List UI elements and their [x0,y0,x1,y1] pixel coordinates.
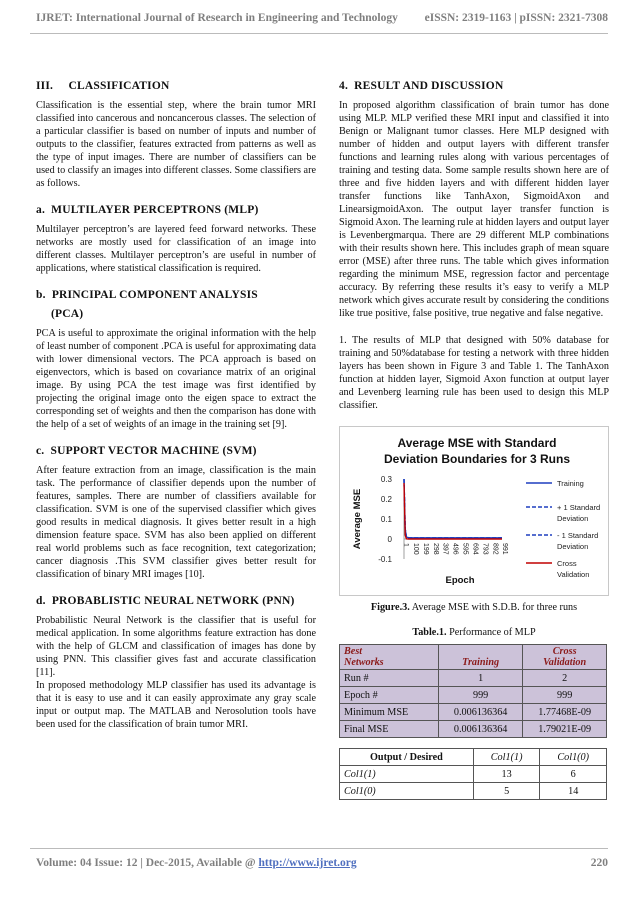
section-pnn [36,595,316,731]
section-mlp [36,204,316,275]
table-cell: Col1(1) [340,766,474,783]
table-cell: 1.77468E-09 [523,704,607,721]
table-cell: 6 [540,766,607,783]
table-cell: Col1(0) [340,783,474,800]
page-number: 220 [590,857,608,869]
page-header [36,12,608,24]
table-cell: Epoch # [340,687,439,704]
footer-rule [30,848,608,849]
table-cell: 13 [473,766,540,783]
table-cell: 0.006136364 [438,721,522,738]
mse-chart [340,427,608,595]
section-title-cont: (PCA) [51,308,84,320]
x-tick-label: 892 [491,543,499,555]
section-svm [36,445,316,581]
y-tick-label: 0.2 [380,495,392,504]
header-cell: Cross Validation [523,645,607,670]
table-cell: 999 [438,687,522,704]
paragraph: Probabilistic Neural Network is the classifier that is useful for medical application. In some algorithms feature extraction has done with the help of GLCM and classification of images has done by using PNN. This classifier gives fast and accurate classification [11]. [36,615,316,678]
figure-label: Figure.3. [370,602,410,613]
legend-label: Training [557,479,584,488]
page-footer [36,857,608,869]
section-title: c. SUPPORT VECTOR MACHINE (SVM) [36,445,257,457]
paragraph: 1. The results of MLP that designed with 50% database for training and 50%database for testing a network with three hidden layers has been shown in Figure 3 and Table 1. The TanhAxon function at hidden layer, Sigmoid Axon function at output layer and Levenberg learning rule has been used to design this MLP classifier. [339,335,609,411]
header-cell: Output / Desired [340,749,474,766]
table-row [340,766,607,783]
x-tick-label: 991 [501,543,509,555]
y-tick-label: 0.3 [380,475,392,484]
paragraph: In proposed algorithm classification of brain tumor has done using MLP. MLP verified these MRI input and classified it into Benign or Malignant tumor classes. Here MLP designed with number of hidden and output layers with different transfer functions and learning rules along with various percentages of training and testing data. Some sample results shown here are of three and five hidden layers and with different hidden layer transfer functions like TanhAxon, SigmoidAxon and LinearsigmoidAxon. The output layer transfer function is Sigmoid Axon. The learning rule at hidden layers and output layer is Levenbergmarqua. There are 29 different MLP combinations with their results shown here. This includes graph of mean square error (MSE) after three runs. The table which gives information regarding the minimum MSE, regression factor and percentage accuracy. By referring these results it’s easy to verify a MLP network which gives accurate result by considering the conditions like true positive, false positive, true negative and false negative. [339,100,610,319]
series-line [404,483,502,539]
paragraph: Multilayer perceptron’s are layered feed forward networks. These networks are mostly used for classification of an image into different classes. Multilayer perceptron’s are useful in number of applications, where statistical classification is required. [36,224,316,274]
paragraph: Classification is the essential step, where the brain tumor MRI classified into cancerous and noncancerous classes. The selection of a particular classifier is based on number of inputs and number of outputs to the classifier, features extracted from patterns as well as the type of input images. There are number of classifiers can be used to classify an images into different classes. Some classifiers are as follows. [36,100,316,189]
performance-table [339,644,607,738]
paragraph: In proposed methodology MLP classifier has used its advantage is that it is easy to use and it can easily approximate any gray scale input or output map. The MATLAB and Nerosolution tools have been used for the classification of brain tumor MRI. [36,680,316,730]
table-header-row [340,749,607,766]
footer-volume: Volume: 04 Issue: 12 | Dec-2015, Available @ http://www.ijret.org [36,857,357,869]
table-caption-text: Performance of MLP [446,627,536,638]
figure-caption [339,602,609,613]
x-tick-label: 199 [421,543,429,555]
x-tick-label: 100 [411,543,419,555]
header-cell: Training [438,645,522,670]
legend-label: Cross [557,559,577,568]
table-cell: Final MSE [340,721,439,738]
legend-label: Deviation [557,542,589,551]
figure-3 [339,426,609,613]
figure-caption-text: Average MSE with S.D.B. for three runs [409,602,578,613]
legend-label: Validation [557,570,590,579]
journal-link[interactable]: http://www.ijret.org [258,857,357,869]
x-tick-label: 1 [402,543,409,547]
table-caption [339,627,609,638]
y-tick-label: 0 [387,535,392,544]
right-column [339,80,609,800]
chart-frame [339,426,609,596]
section-title: d. PROBABLISTIC NEURAL NETWORK (PNN) [36,595,295,607]
series-line [404,479,502,538]
table-cell: 999 [523,687,607,704]
section-title: b. PRINCIPAL COMPONENT ANALYSIS [36,289,258,301]
table-label: Table.1. [412,627,447,638]
section-title: III. CLASSIFICATION [36,80,170,92]
header-cell: Col1(0) [540,749,607,766]
x-tick-label: 496 [451,543,459,555]
table-cell: 0.006136364 [438,704,522,721]
y-tick-label: 0.1 [380,515,392,524]
paragraph: PCA is useful to approximate the original information with the help of least number of component .PCA is useful for approximating data with lower dimensional vectors. The PCA approach is based on eigenvectors, which is based on covariance matrix of an original image. By using PCA the test image was first identified by projecting the original image onto the eigen space to extract the corresponding set of weights and then the comparison has done with the help of a set of weights of an image in the training set [9]. [36,328,316,430]
y-tick-label: -0.1 [378,555,392,564]
x-tick-label: 595 [461,543,469,555]
paragraph: After feature extraction from an image, classification is the main task. The performance of classifier depends upon the number of features, samples. There are number of classifiers available for classification. SVM is one of the supervised classifier which gives good results in medical diagnosis. It gives better result in a high dimension feature space. SVM has also been applied on different real world problems such as face recognition, text categorization; cancer diagnosis .This SVM classifier gives better result for classification of binary MRI images [10]. [36,465,316,580]
table-row [340,670,607,687]
table-cell: 2 [523,670,607,687]
table-cell: 1 [438,670,522,687]
table-cell: Minimum MSE [340,704,439,721]
table-row [340,687,607,704]
header-rule [30,33,608,34]
section-title: 4. RESULT AND DISCUSSION [339,80,504,92]
left-column [36,80,316,745]
confusion-table [339,748,607,800]
issn: eISSN: 2319-1163 | pISSN: 2321-7308 [424,12,608,24]
section-title: a. MULTILAYER PERCEPTRONS (MLP) [36,204,259,216]
table-row [340,783,607,800]
header-cell: Best Networks [340,645,439,670]
journal-title: IJRET: International Journal of Research in Engineering and Technology [36,12,398,24]
section-classification [36,80,316,190]
x-tick-label: 793 [481,543,489,555]
y-axis-label: Average MSE [352,488,363,550]
table-cell: 14 [540,783,607,800]
x-tick-label: 298 [431,543,439,555]
x-axis-label: Epoch [445,575,475,586]
chart-title: Deviation Boundaries for 3 Runs [383,452,571,466]
legend-label: Deviation [557,514,589,523]
table-cell: 1.79021E-09 [523,721,607,738]
table-cell: 5 [473,783,540,800]
series-line [404,479,502,538]
table-cell: Run # [340,670,439,687]
table-row [340,704,607,721]
header-cell: Col1(1) [473,749,540,766]
x-tick-label: 694 [471,543,479,555]
series-line [404,479,502,538]
section-pca [36,289,316,431]
section-results [339,80,609,320]
x-tick-label: 397 [441,543,449,555]
table-header-row [340,645,607,670]
legend-label: - 1 Standard [557,531,599,540]
legend-label: + 1 Standard [557,503,601,512]
table-row [340,721,607,738]
chart-title: Average MSE with Standard [397,436,557,450]
